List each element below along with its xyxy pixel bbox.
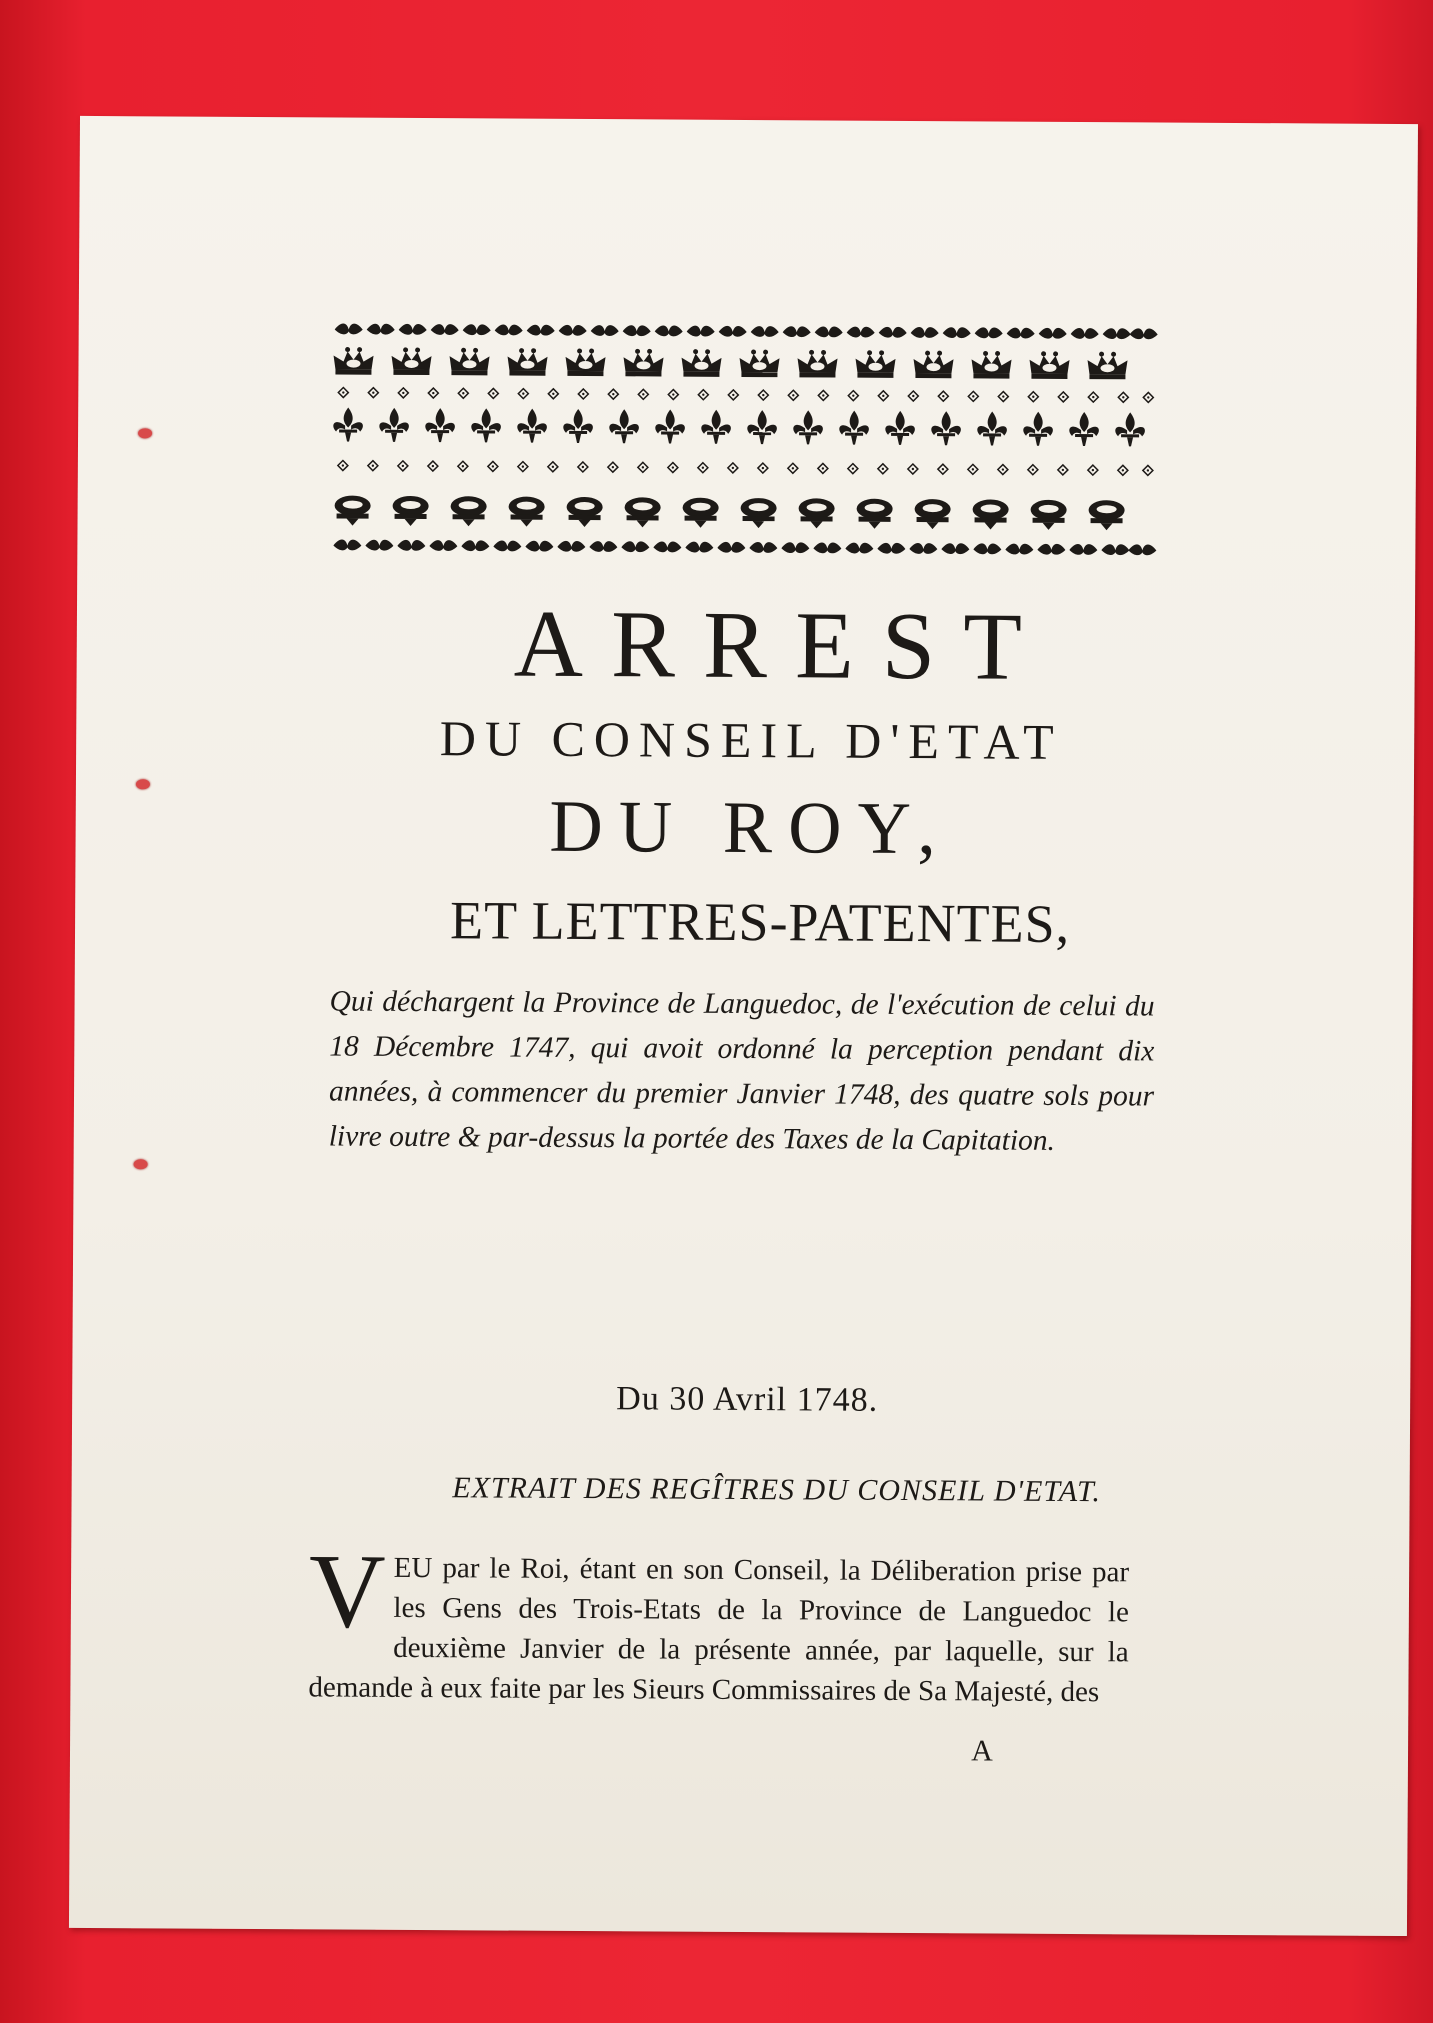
diamond-band [338, 387, 1153, 402]
title-conseil-etat: DU CONSEIL D'ETAT [439, 710, 1063, 770]
drop-cap: V [308, 1532, 386, 1650]
ornamental-border [327, 317, 1158, 564]
title-lettres-patentes: ET LETTRES-PATENTES, [449, 890, 1071, 954]
binding-hole [136, 779, 150, 789]
title-arrest: ARREST [513, 589, 1051, 700]
summary-paragraph: Qui déchargent la Province de Languedoc, de l'exécution de celui du 18 Décembre 1747, qui avoit ordonné la perception pendant dix années, à commencer du premier Janvier 1748, des quatre sols pour livre outre & par-dessus la portée des Taxes de la Capitation. [328, 985, 1155, 1157]
signature-mark: A [971, 1734, 993, 1768]
top-leaf-band [335, 323, 1158, 339]
document-page [69, 116, 1418, 1936]
body-text: EU par le Roi, étant en son Conseil, la Déliberation prise par les Gens des Trois-Etats de la Province de Languedoc le deuxième Janvier de la présente année, par laquelle, sur la demande à eux faite par les Sieurs Commissaires de Sa Majesté, des [308, 1551, 1130, 1709]
crown-icon [333, 347, 1127, 379]
fleur-de-lis-icon [333, 407, 1145, 446]
bell-ornament-icon [335, 495, 1125, 530]
binding-hole [138, 428, 152, 438]
binding-hole [134, 1159, 148, 1169]
document-date: Du 30 Avril 1748. [616, 1380, 879, 1419]
extract-heading: EXTRAIT DES REGÎTRES DU CONSEIL D'ETAT. [452, 1471, 1102, 1509]
body-paragraph [308, 1532, 1130, 1712]
title-du-roy: DU ROY, [549, 785, 953, 871]
diamond-band [338, 460, 1153, 475]
bottom-leaf-band [333, 539, 1156, 555]
